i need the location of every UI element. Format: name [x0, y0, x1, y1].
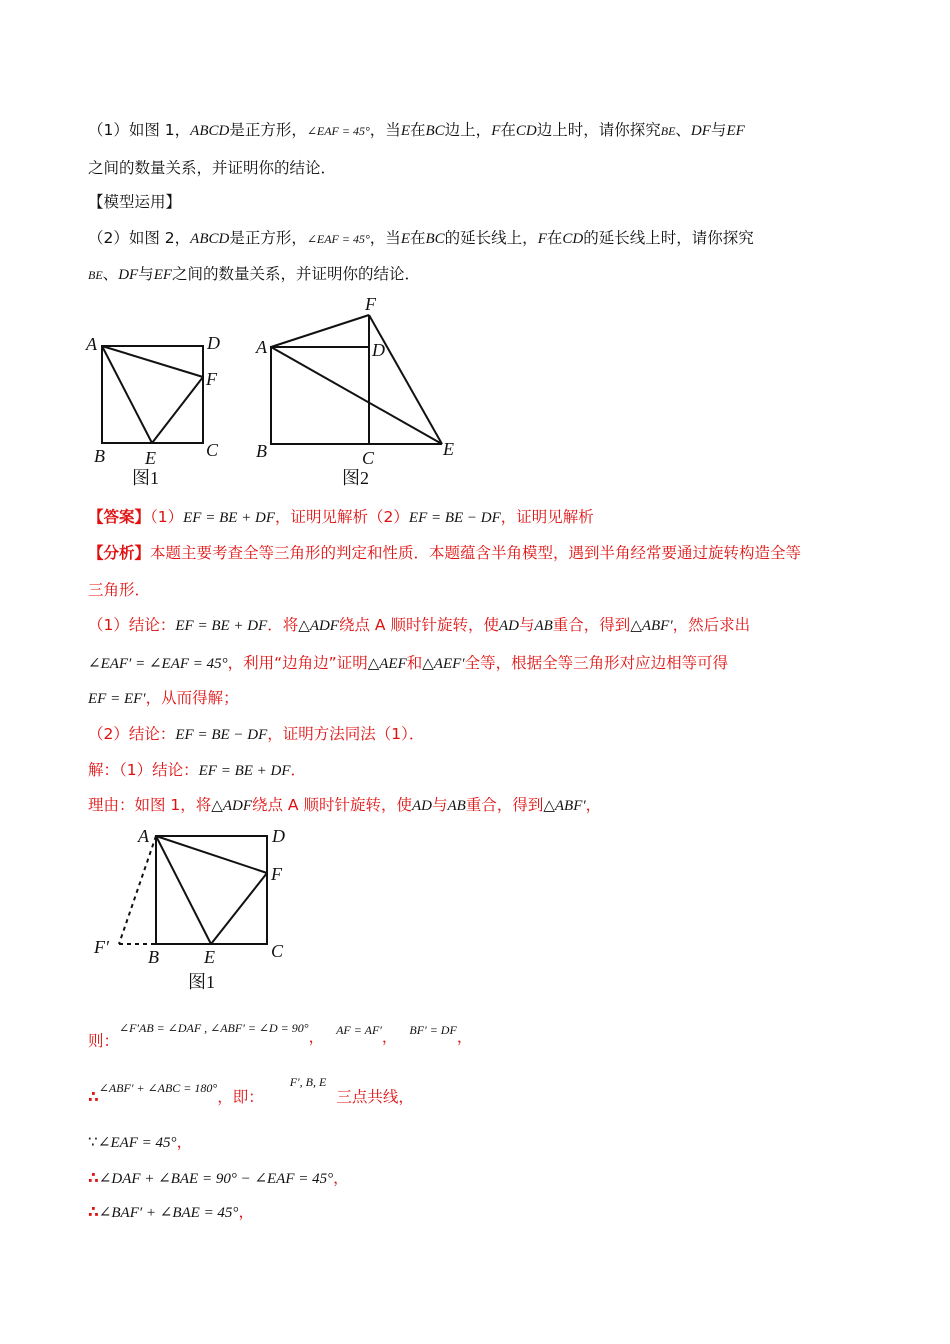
- analysis-text: （2）结论：: [88, 725, 176, 743]
- problem-1-cd: CD: [515, 123, 537, 139]
- fig1-label-b: B: [94, 446, 105, 466]
- fig2-line-af: [271, 315, 369, 347]
- therefore-symbol: ∴: [88, 1203, 99, 1221]
- problem-2-number: （2）如图 2，: [88, 229, 191, 247]
- fig2-square: [271, 347, 369, 444]
- solution-ab: AB: [447, 798, 466, 814]
- solution-eq: ∠F′AB = ∠DAF , ∠ABF′ = ∠D = 90°: [119, 1021, 309, 1035]
- analysis-label: 【分析】: [88, 544, 151, 562]
- problem-2-angle: ∠EAF = 45°: [306, 232, 370, 246]
- analysis-text: 本题主要考查全等三角形的判定和性质．本题蕴含半角模型，遇到半角经常要通过旋转构造全等: [150, 544, 802, 562]
- problem-1-angle: ∠EAF = 45°: [306, 124, 370, 138]
- problem-2-line-2: [88, 262, 420, 284]
- fig2-label-c: C: [362, 448, 375, 468]
- solution-line-5: [88, 1130, 192, 1152]
- analysis-line-5: [88, 686, 239, 708]
- problem-1-text: 与: [710, 121, 727, 139]
- solution-text: 与: [431, 796, 448, 814]
- solution-text: 重合，得到: [465, 796, 544, 814]
- fig2-label-e: E: [443, 439, 454, 459]
- solution-line-7: [88, 1200, 254, 1222]
- figure-1: [102, 346, 203, 443]
- fig1-line-ef: [152, 377, 203, 443]
- problem-2-text: 是正方形，: [229, 229, 307, 247]
- solution-text: ，: [238, 1203, 254, 1221]
- analysis-text: ，证明方法同法（1）．: [267, 725, 425, 743]
- solution-eq: ∠BAF′ + ∠BAE = 45°: [98, 1205, 239, 1221]
- fig1-label-f: F: [206, 369, 217, 389]
- solution-text: ，: [308, 1028, 325, 1046]
- fig3-line-afp: [119, 836, 156, 944]
- analysis-tri: △AEF′: [422, 656, 465, 672]
- fig3-label-b: B: [148, 947, 159, 967]
- fig2-label-a: A: [256, 337, 267, 357]
- problem-1-text: ，当: [369, 121, 401, 139]
- solution-eq: AF = AF′: [336, 1023, 382, 1037]
- problem-1-abcd: ABCD: [190, 123, 230, 139]
- analysis-line-4: [88, 651, 728, 673]
- problem-1-text: 在: [409, 121, 426, 139]
- fig2-line-ae: [271, 347, 442, 444]
- therefore-symbol: ∴: [88, 1169, 99, 1187]
- solution-eq: BF′ = DF: [409, 1023, 457, 1037]
- solution-text: ，即：: [217, 1088, 264, 1106]
- fig3-label-fp: F′: [94, 937, 109, 957]
- answer-text: ，证明见解析（2）: [275, 508, 409, 526]
- figure-2: [271, 315, 442, 444]
- problem-2-text: 之间的数量关系，并证明你的结论．: [172, 265, 421, 283]
- analysis-text: 重合，得到: [552, 616, 631, 634]
- problem-1-df: DF: [690, 123, 711, 139]
- problem-2-text: 、: [102, 265, 119, 283]
- analysis-text: 全等，根据全等三角形对应边相等可得: [464, 654, 729, 672]
- problem-1-line-1: [88, 118, 745, 140]
- solution-text: 理由：如图 1，将: [88, 796, 212, 814]
- solution-text: ，: [585, 796, 602, 814]
- answer-line: [88, 505, 594, 527]
- answer-text: ，证明见解析: [500, 508, 594, 526]
- problem-2-be: BE: [88, 268, 103, 282]
- fig3-label-a: A: [138, 826, 149, 846]
- analysis-tri: △AEF: [367, 656, 407, 672]
- solution-text: ，: [176, 1133, 193, 1151]
- analysis-line-1: [88, 541, 801, 563]
- fig1-line-ae: [102, 346, 152, 443]
- analysis-line-6: [88, 722, 424, 744]
- fig1-label-c: C: [206, 440, 219, 460]
- problem-1-bc: BC: [425, 123, 445, 139]
- solution-text: ，: [333, 1169, 349, 1187]
- solution-points: F′, B, E: [289, 1075, 327, 1089]
- solution-eq: ∠EAF = 45°: [97, 1135, 177, 1151]
- fig1-label-d: D: [207, 333, 220, 353]
- problem-2-text: 在: [546, 229, 563, 247]
- solution-line-4: [88, 1075, 414, 1107]
- fig2-label-f: F: [365, 294, 376, 314]
- analysis-text: ．将: [267, 616, 299, 634]
- problem-2-bc: BC: [425, 231, 445, 247]
- fig1-line-af: [102, 346, 203, 377]
- solution-line-1: [88, 758, 306, 780]
- analysis-eq: EF = BE − DF: [175, 727, 268, 743]
- problem-2-f: F: [537, 231, 547, 247]
- analysis-eq: ∠EAF′ = ∠EAF = 45°: [88, 656, 228, 672]
- problem-2-line-1: [88, 226, 754, 248]
- analysis-tri: △ABF′: [630, 618, 673, 634]
- problem-2-text: 在: [409, 229, 426, 247]
- solution-text: 三点共线，: [336, 1088, 414, 1106]
- problem-1-be: BE: [660, 124, 676, 138]
- solution-line-2: [88, 793, 601, 815]
- fig3-caption: 图1: [188, 972, 215, 992]
- fig3-label-e: E: [204, 947, 215, 967]
- problem-2-e: E: [400, 231, 410, 247]
- problem-1-f: F: [491, 123, 501, 139]
- analysis-ad: AD: [498, 618, 519, 634]
- fig2-line-fe: [369, 315, 442, 444]
- fig3-square: [156, 836, 267, 944]
- model-heading: 【模型运用】: [88, 193, 182, 211]
- solution-text: 则：: [88, 1032, 120, 1050]
- problem-1-text: 边上时，请你探究: [536, 121, 661, 139]
- problem-2-cd: CD: [562, 231, 584, 247]
- solution-text: ，: [456, 1028, 473, 1046]
- analysis-eq: EF = EF′: [88, 691, 146, 707]
- fig1-label-a: A: [86, 334, 97, 354]
- analysis-ab: AB: [534, 618, 553, 634]
- fig3-line-ef: [211, 873, 267, 944]
- fig2-label-b: B: [256, 441, 267, 461]
- because-symbol: ∵: [88, 1133, 98, 1151]
- problem-2-text: 的延长线上，: [444, 229, 538, 247]
- solution-tri: △ADF: [211, 798, 252, 814]
- fig3-label-d: D: [272, 826, 285, 846]
- solution-text: ．: [290, 761, 307, 779]
- problem-1-text: 边上，: [444, 121, 492, 139]
- fig1-label-e: E: [145, 448, 156, 468]
- therefore-symbol: ∴: [88, 1088, 99, 1106]
- problem-1-number: （1）如图 1，: [88, 121, 191, 139]
- figure-3: [88, 822, 318, 1002]
- answer-label: 【答案】: [88, 508, 151, 526]
- analysis-eq: EF = BE + DF: [175, 618, 268, 634]
- solution-line-6: [88, 1166, 349, 1188]
- problem-2-df: DF: [118, 267, 139, 283]
- analysis-tri: △ADF: [298, 618, 339, 634]
- problem-1-line-2: 之间的数量关系，并证明你的结论．: [88, 159, 337, 177]
- analysis-text: 与: [518, 616, 535, 634]
- solution-tri: △ABF′: [543, 798, 586, 814]
- answer-eq-2: EF = BE − DF: [408, 510, 501, 526]
- problem-2-abcd: ABCD: [190, 231, 230, 247]
- fig1-caption: 图1: [132, 468, 159, 488]
- solution-eq: ∠ABF′ + ∠ABC = 180°: [98, 1081, 218, 1095]
- problem-2-ef: EF: [153, 267, 173, 283]
- solution-text: ，: [381, 1028, 398, 1046]
- fig2-caption: 图2: [342, 468, 369, 488]
- fig3-label-f: F: [271, 864, 282, 884]
- problem-1-text: 在: [500, 121, 516, 139]
- problem-1-ef: EF: [726, 123, 745, 139]
- analysis-text: ，然后求出: [672, 616, 751, 634]
- solution-ad: AD: [411, 798, 432, 814]
- analysis-text: （1）结论：: [88, 616, 176, 634]
- problem-1-text: 、: [675, 121, 691, 139]
- problem-2-text: ，当: [369, 229, 401, 247]
- analysis-text: ，利用“边角边”证明: [227, 654, 368, 672]
- solution-eq: EF = BE + DF: [198, 763, 291, 779]
- analysis-line-2: 三角形．: [88, 581, 151, 599]
- problem-1-e: E: [400, 123, 410, 139]
- solution-text: 绕点 A 顺时针旋转，使: [252, 796, 412, 814]
- analysis-text: 绕点 A 顺时针旋转，使: [338, 616, 499, 634]
- problem-2-text: 的延长线上时，请你探究: [583, 229, 754, 247]
- analysis-text: ，从而得解；: [145, 689, 239, 707]
- figures-1-2: [80, 290, 560, 490]
- answer-eq-1: EF = BE + DF: [183, 510, 276, 526]
- fig2-label-d: D: [372, 340, 385, 360]
- solution-text: 解：（1）结论：: [88, 761, 199, 779]
- problem-1-text: 是正方形，: [229, 121, 307, 139]
- fig3-label-c: C: [271, 941, 284, 961]
- analysis-line-3: [88, 613, 750, 635]
- solution-eq: ∠DAF + ∠BAE = 90° − ∠EAF = 45°: [98, 1171, 334, 1187]
- problem-2-text: 与: [138, 265, 154, 283]
- analysis-text: 和: [406, 654, 423, 672]
- solution-line-3: [88, 1021, 473, 1050]
- answer-text: （1）: [150, 508, 184, 526]
